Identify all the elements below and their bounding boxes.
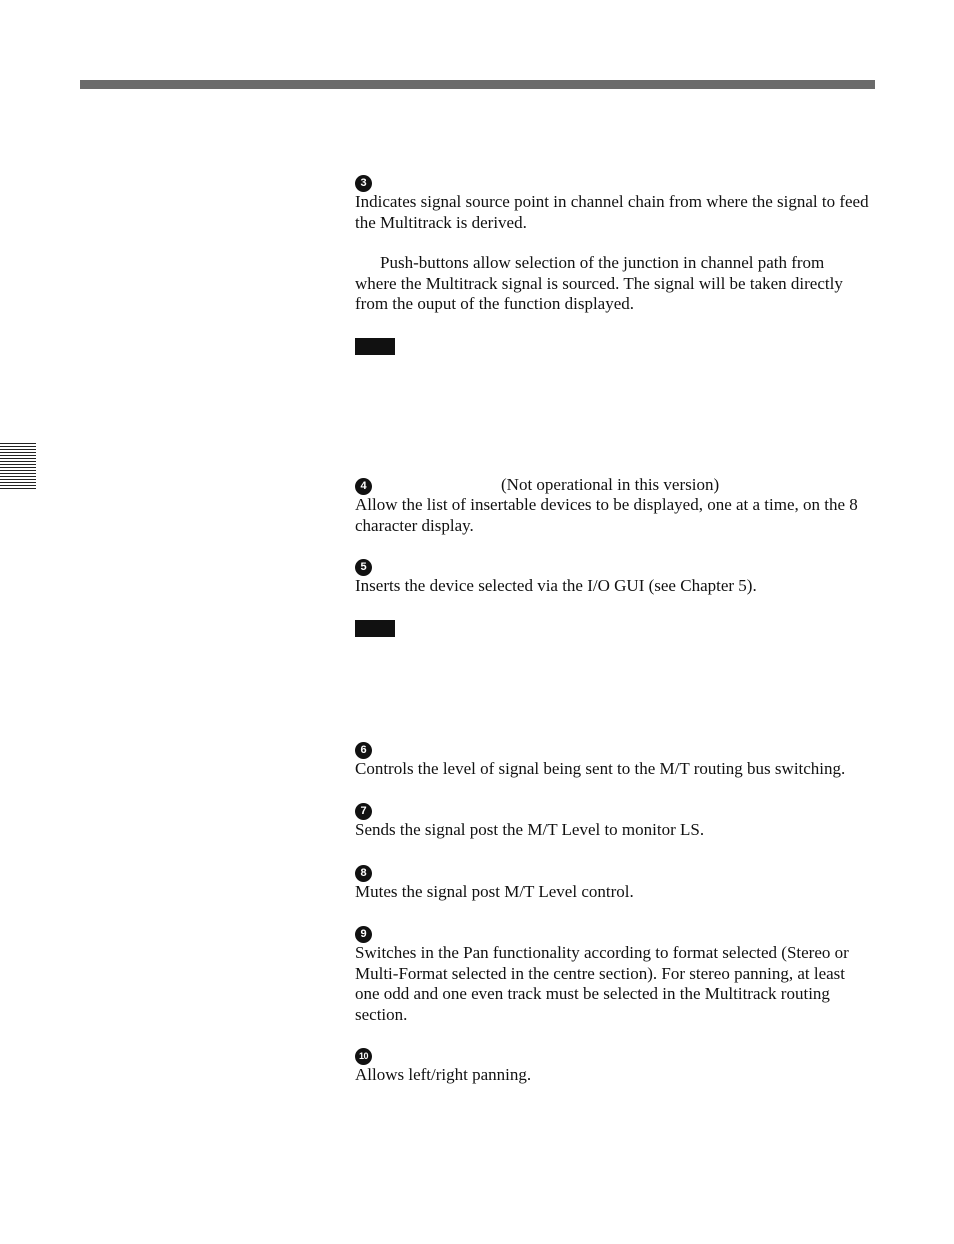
- section-note: (Not operational in this version): [501, 475, 720, 494]
- chapter-tab-marker: [0, 443, 36, 490]
- section-text: Inserts the device selected via the I/O GUI (see Chapter 5).: [355, 576, 757, 595]
- section-text: Sends the signal post the M/T Level to monitor LS.: [355, 820, 705, 839]
- section-text: Indicates signal source point in channel chain from where the signal to feed the Multitrack is derived.: [355, 192, 869, 232]
- callout-number-icon: 9: [355, 926, 372, 943]
- section-text: Controls the level of signal being sent to the M/T routing bus switching.: [355, 759, 846, 778]
- section-text: Allow the list of insertable devices to be displayed, one at a time, on the 8 character display.: [355, 495, 858, 535]
- callout-number-icon: 4: [355, 478, 372, 495]
- callout-number-icon: 3: [355, 175, 372, 192]
- section-8: [355, 862, 870, 903]
- section-text: Allows left/right panning.: [355, 1065, 532, 1084]
- section-3: [355, 172, 870, 315]
- callout-number-icon: 10: [355, 1048, 372, 1065]
- section-7: [355, 800, 870, 841]
- section-10: [355, 1045, 870, 1086]
- callout-number-icon: 7: [355, 803, 372, 820]
- section-text: Switches in the Pan functionality according to format selected (Stereo or Multi-Format selected in the centre section). For stereo panning, at least one odd and one even track must be selected in the Multitrack routing section.: [355, 943, 849, 1024]
- callout-number-icon: 6: [355, 742, 372, 759]
- header-rule: [80, 80, 875, 89]
- section-5: [355, 556, 870, 597]
- section-4: [355, 475, 870, 536]
- section-text: Push-buttons allow selection of the junction in channel path from where the Multitrack signal is sourced. The signal will be taken directly from the ouput of the function displayed.: [355, 253, 843, 313]
- note-label-box: [355, 620, 395, 637]
- callout-number-icon: 8: [355, 865, 372, 882]
- section-6: [355, 739, 870, 780]
- section-9: [355, 923, 870, 1025]
- callout-number-icon: 5: [355, 559, 372, 576]
- section-text: Mutes the signal post M/T Level control.: [355, 882, 634, 901]
- note-label-box: [355, 338, 395, 355]
